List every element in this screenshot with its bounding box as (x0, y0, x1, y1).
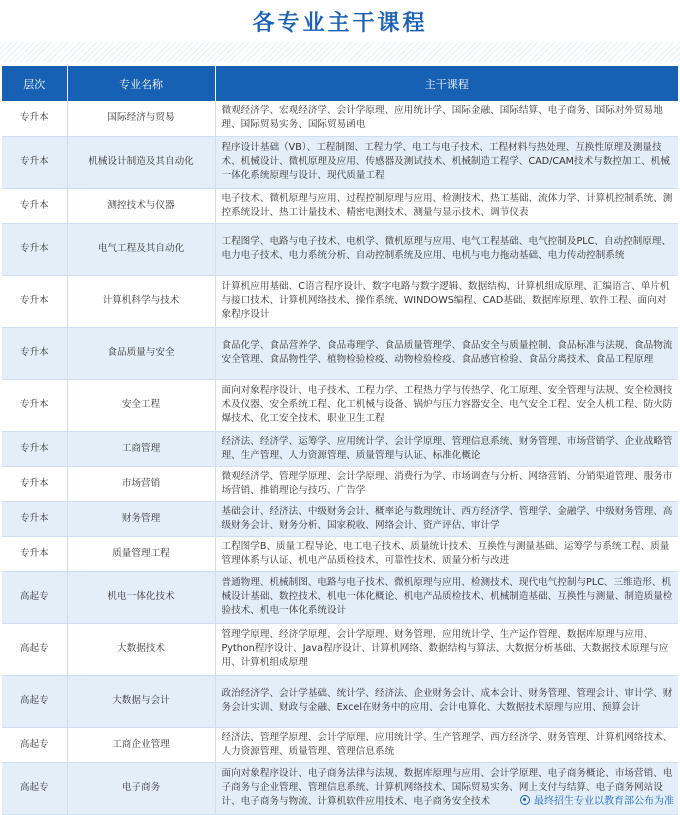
cell-courses: 计算机应用基础、C语言程序设计、数字电路与数字逻辑、数据结构、计算机组成原理、汇编语言、单片机与接口技术、计算机网络技术、操作系统、WINDOWS编程、CAD基础、数据库原理、软件工程、面向对象程序设计 (215, 275, 678, 327)
cell-level: 专升本 (2, 136, 67, 188)
cell-courses: 管理学原理、经济学原理、会计学原理、财务管理、应用统计学、生产运作管理、数据库原理与应用、Python程序设计、Java程序设计、计算机网络、数据结构与算法、大数据分析基础、大数据技术原理与应用、计算机组成原理 (215, 623, 678, 675)
cell-major: 国际经济与贸易 (67, 101, 215, 136)
cell-major: 机电一体化技术 (67, 571, 215, 623)
table-row (2, 623, 678, 675)
cell-courses: 工程图学、电路与电子技术、电机学、微机原理与应用、电气工程基础、电气控制及PLC、自动控制原理、电力电子技术、电力系统分析、自动控制系统及应用、电机与电力拖动基础、电力传动控制系统 (215, 223, 678, 275)
cell-level: 高起专 (2, 571, 67, 623)
header-major: 专业名称 (67, 66, 215, 101)
table-header-row (2, 66, 678, 101)
table-row (2, 327, 678, 379)
cell-major: 机械设计制造及其自动化 (67, 136, 215, 188)
cell-major: 市场营销 (67, 466, 215, 501)
table-row (2, 431, 678, 466)
header-level: 层次 (2, 66, 67, 101)
cell-level: 专升本 (2, 188, 67, 223)
cell-major: 计算机科学与技术 (67, 275, 215, 327)
cell-major: 电气工程及其自动化 (67, 223, 215, 275)
cell-major: 工商管理 (67, 431, 215, 466)
cell-courses: 经济法、经济学、运筹学、应用统计学、会计学原理、管理信息系统、财务管理、市场营销学、企业战略管理、生产管理、人力资源管理、质量管理与认证、标准化概论 (215, 431, 678, 466)
cell-major: 测控技术与仪器 (67, 188, 215, 223)
cell-major: 大数据技术 (67, 623, 215, 675)
cell-courses: 微观经济学、管理学原理、会计学原理、消费行为学、市场调查与分析、网络营销、分销渠道管理、服务市场营销、推销理论与技巧、广告学 (215, 466, 678, 501)
cell-courses: 程序设计基础（VB）、工程制图、工程力学、电工与电子技术、工程材料与热处理、互换性原理及测量技术、机械设计、微机原理及应用、传感器及测试技术、机械制造工程学、CAD/CAM技术与数控加工、机械一体化系统原理与设计、现代质量工程 (215, 136, 678, 188)
cell-courses: 普通物理、机械制图、电路与电子技术、微机原理与应用、检测技术、现代电气控制与PLC、三维造形、机械设计基础、数控技术、机电一体化概论、机电产品质检技术、机械制造基础、互换性与测量、制造质量检验技术、机电一体化系统设计 (215, 571, 678, 623)
cell-level: 专升本 (2, 501, 67, 536)
table-row (2, 466, 678, 501)
table-row (2, 101, 678, 136)
table-row (2, 675, 678, 727)
cell-major: 安全工程 (67, 379, 215, 431)
cell-major: 大数据与会计 (67, 675, 215, 727)
course-table (2, 66, 678, 815)
footer-text: 最终招生专业以教育部公布为准 (534, 796, 674, 807)
table-row (2, 571, 678, 623)
cell-courses: 经济法、管理学原理、会计学原理、应用统计学、生产管理学、西方经济学、财务管理、计算机网络技术、人力资源管理、质量管理、管理信息系统 (215, 727, 678, 762)
cell-level: 专升本 (2, 431, 67, 466)
footer-note (520, 792, 674, 807)
table-row (2, 136, 678, 188)
cell-level: 高起专 (2, 675, 67, 727)
cell-level: 专升本 (2, 466, 67, 501)
cell-courses: 电子技术、微机原理与应用、过程控制原理与应用、检测技术、热工基础、流体力学、计算机控制系统、测控系统设计、热工计量技术、精密电测技术、测量与显示技术、调节仪表 (215, 188, 678, 223)
cell-major: 质量管理工程 (67, 536, 215, 571)
target-icon (520, 795, 530, 805)
cell-level: 专升本 (2, 275, 67, 327)
cell-courses: 微观经济学、宏观经济学、会计学原理、应用统计学、国际金融、国际结算、电子商务、国际对外贸易地理、国际贸易实务、国际贸易函电 (215, 101, 678, 136)
table-row (2, 223, 678, 275)
cell-courses: 面向对象程序设计、电子商务法律与法规、数据库原理与应用、会计学原理、电子商务概论、市场营销、电子商务与企业管理、管理信息系统、计算机网络技术、国际贸易实务、网上支付与结算、电子商务网站设计、电子商务与物流、计算机软件应用技术、电子商务安全技术 (215, 762, 678, 814)
cell-major: 食品质量与安全 (67, 327, 215, 379)
cell-level: 专升本 (2, 327, 67, 379)
table-row (2, 727, 678, 762)
page-title: 各专业主干课程 (252, 11, 428, 36)
cell-major: 财务管理 (67, 501, 215, 536)
cell-courses: 面向对象程序设计、电子技术、工程力学、工程热力学与传热学、化工原理、安全管理与法规、安全检测技术及仪器、安全系统工程、化工机械与设备、锅炉与压力容器安全、电气安全工程、安全人机工程、防火防爆技术、化工安全技术、职业卫生工程 (215, 379, 678, 431)
cell-level: 专升本 (2, 101, 67, 136)
cell-courses: 政治经济学、会计学基础、统计学、经济法、企业财务会计、成本会计、财务管理、管理会计、审计学、财务会计实训、财政与金融、Excel在财务中的应用、会计电算化、大数据技术原理与应用、预算会计 (215, 675, 678, 727)
cell-level: 专升本 (2, 536, 67, 571)
cell-level: 高起专 (2, 623, 67, 675)
table-row (2, 188, 678, 223)
table-row (2, 275, 678, 327)
header-courses: 主干课程 (215, 66, 678, 101)
cell-courses: 食品化学、食品营养学、食品毒理学、食品质量管理学、食品安全与质量控制、食品标准与法规、食品物流安全管理、食品物性学、植物检验检疫、动物检验检疫、食品感官检验、食品分离技术、食品工程原理 (215, 327, 678, 379)
cell-courses: 基础会计、经济法、中级财务会计、概率论与数理统计、西方经济学、管理学、金融学、中级财务管理、高级财务会计、财务分析、国家税收、网络会计、资产评估、审计学 (215, 501, 678, 536)
table-row (2, 379, 678, 431)
cell-courses: 工程图学B、质量工程导论、电工电子技术、质量统计技术、互换性与测量基础、运筹学与系统工程、质量管理体系与认证、机电产品质检技术、可靠性技术、质量分析与改进 (215, 536, 678, 571)
cell-level: 专升本 (2, 379, 67, 431)
cell-major: 工商企业管理 (67, 727, 215, 762)
table-row (2, 536, 678, 571)
cell-level: 高起专 (2, 727, 67, 762)
decorative-stripes (0, 42, 680, 62)
cell-level: 高起专 (2, 762, 67, 814)
cell-major: 电子商务 (67, 762, 215, 814)
table-row (2, 501, 678, 536)
cell-level: 专升本 (2, 223, 67, 275)
